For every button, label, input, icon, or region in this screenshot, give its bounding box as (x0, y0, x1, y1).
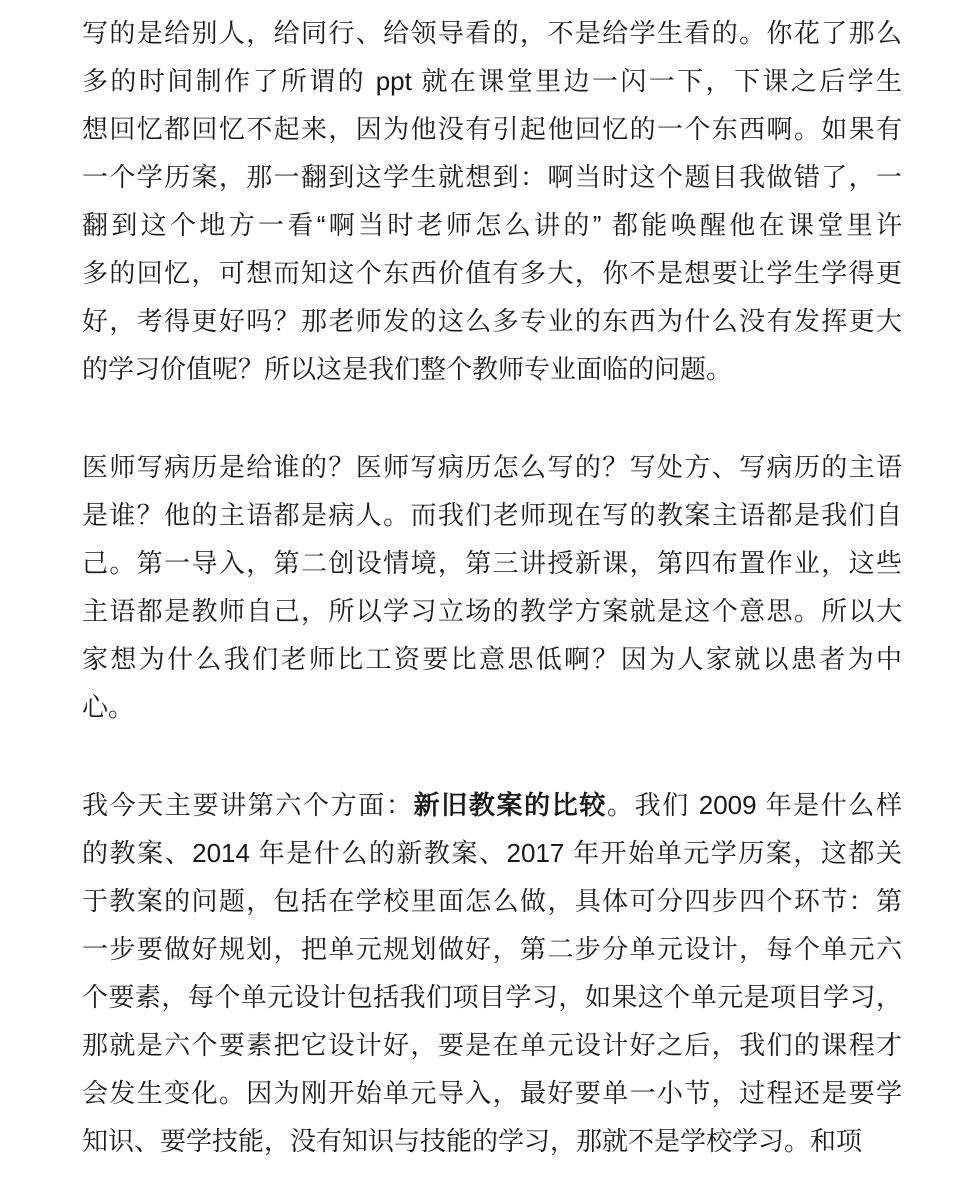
text-segment: 多的时间制作了所谓的 ppt 就在课堂里边一闪一下，下课之后学生 (82, 66, 902, 96)
text-segment: 我今天主要讲第六个方面： (82, 790, 414, 820)
text-line (82, 973, 902, 1021)
text-line (82, 201, 902, 249)
text-line (82, 249, 902, 297)
text-segment: 会发生变化。因为刚开始单元导入，最好要单一小节，过程还是要学 (82, 1078, 902, 1108)
text-line (82, 57, 902, 105)
text-line (82, 683, 902, 731)
text-line (82, 443, 902, 491)
text-segment: 。我们 2009 年是什么样 (607, 790, 902, 820)
text-line (82, 877, 902, 925)
text-segment: 多的回忆，可想而知这个东西价值有多大，你不是想要让学生学得更 (82, 258, 902, 288)
text-segment: 知识、要学技能，没有知识与技能的学习，那就不是学校学习。和项 (82, 1126, 863, 1156)
text-line (82, 587, 902, 635)
text-segment: 一个学历案，那一翻到这学生就想到：啊当时这个题目我做错了，一 (82, 162, 902, 192)
bold-text: 新旧教案的比较 (413, 790, 607, 820)
text-line (82, 781, 902, 829)
text-line (82, 635, 902, 683)
text-line (82, 9, 902, 57)
text-line (82, 829, 902, 877)
text-line (82, 1021, 902, 1069)
text-segment: 己。第一导入，第二创设情境，第三讲授新课，第四布置作业，这些 (82, 548, 902, 578)
text-line (82, 925, 902, 973)
text-segment: 的教案、2014 年是什么的新教案、2017 年开始单元学历案，这都关 (82, 838, 902, 868)
text-segment: 想回忆都回忆不起来，因为他没有引起他回忆的一个东西啊。如果有 (82, 114, 902, 144)
paragraph (82, 9, 902, 393)
text-line (82, 1117, 902, 1165)
text-segment: 的学习价值呢？所以这是我们整个教师专业面临的问题。 (82, 354, 733, 384)
text-segment: 医师写病历是给谁的？医师写病历怎么写的？写处方、写病历的主语 (82, 452, 902, 482)
text-segment: 好，考得更好吗？那老师发的这么多专业的东西为什么没有发挥更大 (82, 306, 902, 336)
text-segment: 个要素，每个单元设计包括我们项目学习，如果这个单元是项目学习， (82, 982, 902, 1012)
text-line (82, 491, 902, 539)
text-segment: 一步要做好规划，把单元规划做好，第二步分单元设计，每个单元六 (82, 934, 902, 964)
text-segment: 主语都是教师自己，所以学习立场的教学方案就是这个意思。所以大 (82, 596, 902, 626)
text-segment: 翻到这个地方一看“啊当时老师怎么讲的” 都能唤醒他在课堂里许 (82, 210, 902, 240)
text-segment: 写的是给别人，给同行、给领导看的，不是给学生看的。你花了那么 (82, 18, 902, 48)
paragraph (82, 781, 902, 1165)
text-line (82, 1069, 902, 1117)
document (82, 9, 902, 1165)
paragraph (82, 443, 902, 731)
text-segment: 家想为什么我们老师比工资要比意思低啊？因为人家就以患者为中 (82, 644, 902, 674)
text-segment: 是谁？他的主语都是病人。而我们老师现在写的教案主语都是我们自 (82, 500, 902, 530)
text-line (82, 345, 902, 393)
text-line (82, 153, 902, 201)
text-segment: 于教案的问题，包括在学校里面怎么做，具体可分四步四个环节：第 (82, 886, 902, 916)
text-line (82, 297, 902, 345)
text-segment: 那就是六个要素把它设计好，要是在单元设计好之后，我们的课程才 (82, 1030, 902, 1060)
text-line (82, 539, 902, 587)
text-segment: 心。 (82, 692, 135, 722)
text-line (82, 105, 902, 153)
